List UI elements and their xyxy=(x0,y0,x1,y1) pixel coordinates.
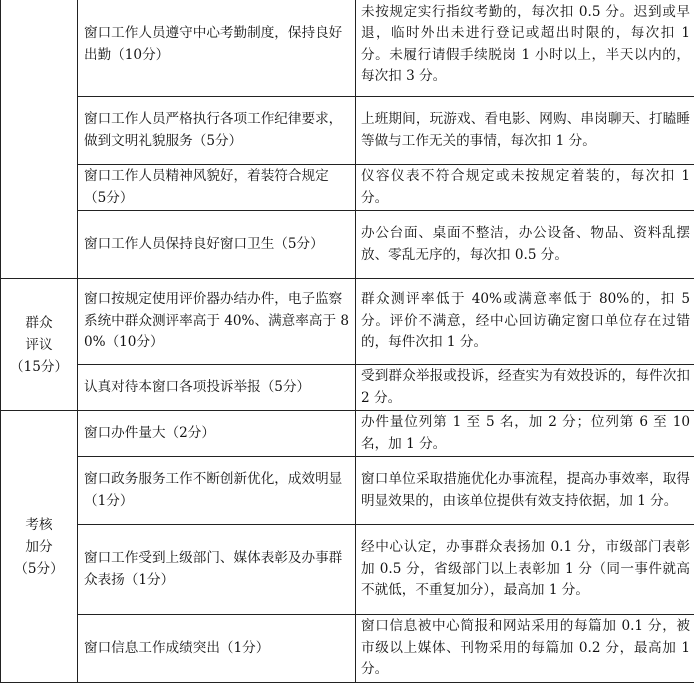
category-cell-attendance xyxy=(1,0,78,279)
category-label-line: 评议 xyxy=(3,334,75,356)
category-cell-public-evaluation xyxy=(1,279,78,411)
category-cell-bonus xyxy=(1,411,78,683)
rule-cell: 办公台面、桌面不整洁，办公设备、物品、资料乱摆放、零乱无序的，每次扣 0.5 分。 xyxy=(356,211,694,279)
rule-cell: 窗口信息被中心简报和网站采用的每篇加 0.1 分，被市级以上媒体、刊物采用的每篇加 0.2 分，最高加 1 分。 xyxy=(356,615,694,683)
table-row xyxy=(1,411,694,457)
item-cell: 窗口工作人员保持良好窗口卫生（5分） xyxy=(78,211,356,279)
table-row xyxy=(1,165,694,211)
table-row xyxy=(1,279,694,365)
category-label-line: （5分） xyxy=(3,558,75,580)
table-row xyxy=(1,211,694,279)
item-cell: 窗口按规定使用评价器办结办件，电子监察系统中群众测评率高于 40%、满意率高于 80%（10分） xyxy=(78,279,356,365)
item-cell: 窗口工作人员遵守中心考勤制度，保持良好出勤（10分） xyxy=(78,0,356,97)
rule-cell: 经中心认定，办事群众表扬加 0.1 分，市级部门表彰加 0.5 分，省级部门以上表彰加 1 分（同一事件就高不就低，不重复加分），最高加 1 分。 xyxy=(356,525,694,615)
rule-cell: 未按规定实行指纹考勤的，每次扣 0.5 分。迟到或早退，临时外出未进行登记或超出时限的，每次扣 1 分。未履行请假手续脱岗 1 小时以上，半天以内的，每次扣 3 分。 xyxy=(356,0,694,97)
category-label-line: 考核 xyxy=(3,514,75,536)
item-cell: 窗口信息工作成绩突出（1分） xyxy=(78,615,356,683)
table-row xyxy=(1,615,694,683)
item-cell: 窗口政务服务工作不断创新优化，成效明显（1分） xyxy=(78,457,356,525)
table-row xyxy=(1,525,694,615)
table-row xyxy=(1,97,694,165)
rule-cell: 受到群众举报或投诉，经查实为有效投诉的，每件次扣 2 分。 xyxy=(356,365,694,411)
category-label-line: 加分 xyxy=(3,536,75,558)
item-cell: 窗口工作人员精神风貌好，着装符合规定（5分） xyxy=(78,165,356,211)
item-cell: 窗口工作人员严格执行各项工作纪律要求，做到文明礼貌服务（5分） xyxy=(78,97,356,165)
item-cell: 认真对待本窗口各项投诉举报（5分） xyxy=(78,365,356,411)
rule-cell: 群众测评率低于 40%或满意率低于 80%的，扣 5 分。评价不满意，经中心回访确定窗口单位存在过错的，每件次扣 1 分。 xyxy=(356,279,694,365)
rule-cell: 窗口单位采取措施优化办事流程，提高办事效率，取得明显效果的，由该单位提供有效支持依据，加 1 分。 xyxy=(356,457,694,525)
table-row xyxy=(1,457,694,525)
category-label-line: 群众 xyxy=(3,312,75,334)
item-cell: 窗口办件量大（2分） xyxy=(78,411,356,457)
item-cell: 窗口工作受到上级部门、媒体表彰及办事群众表扬（1分） xyxy=(78,525,356,615)
rule-cell: 上班期间，玩游戏、看电影、网购、串岗聊天、打瞌睡等做与工作无关的事情，每次扣 1 分。 xyxy=(356,97,694,165)
table-row xyxy=(1,0,694,97)
table-row xyxy=(1,365,694,411)
category-label-line: （15分） xyxy=(3,356,75,378)
rule-cell: 仪容仪表不符合规定或未按规定着装的，每次扣 1 分。 xyxy=(356,165,694,211)
rule-cell: 办件量位列第 1 至 5 名，加 2 分；位列第 6 至 10 名，加 1 分。 xyxy=(356,411,694,457)
